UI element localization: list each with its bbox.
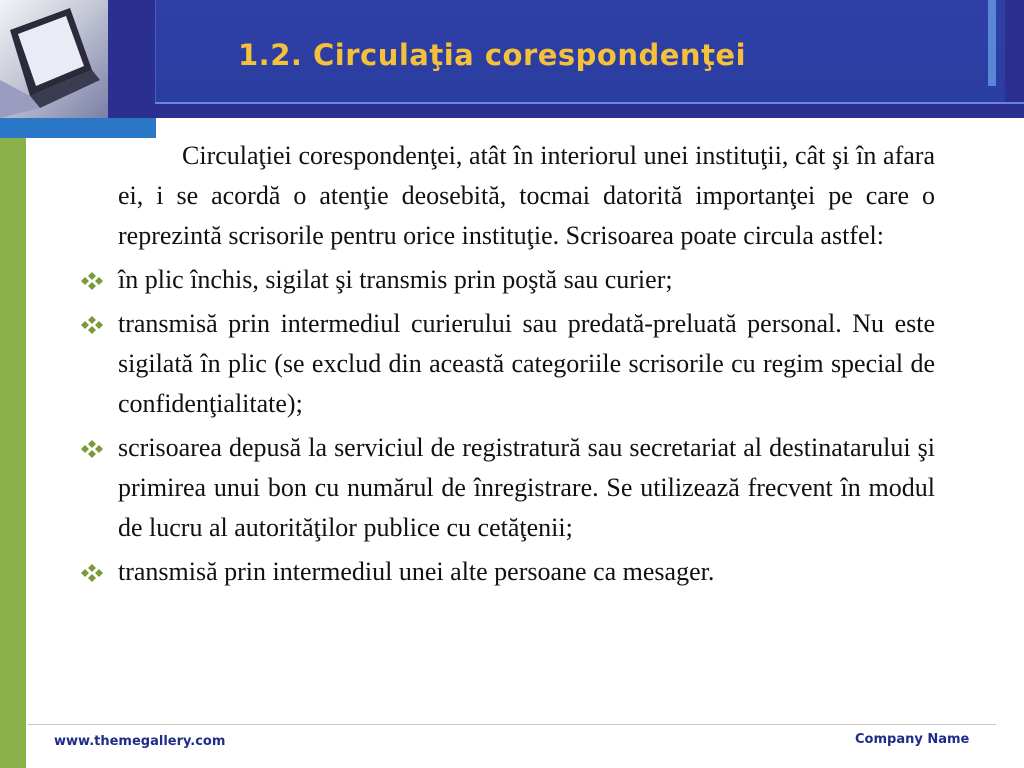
header-left-column: [108, 0, 155, 118]
list-item: [80, 428, 935, 548]
header-stripe: [988, 0, 996, 86]
diamond-bullet-icon: [80, 439, 104, 459]
computer-monitor-logo: [0, 0, 108, 118]
list-item-text: transmisă prin intermediul curierului sau predată-preluată personal. Nu este sigilată în plic (se exclud din această categoriile scrisorile cu regim special de confidenţialitate);: [118, 309, 935, 418]
list-item: [80, 552, 935, 592]
green-side-bar: [0, 138, 26, 768]
footer-company-name: Company Name: [855, 732, 970, 747]
footer-url[interactable]: www.themegallery.com: [54, 734, 226, 749]
footer-divider: [28, 724, 996, 725]
list-item: [80, 304, 935, 424]
list-item-text: în plic închis, sigilat şi transmis prin poştă sau curier;: [118, 265, 673, 294]
diamond-bullet-icon: [80, 315, 104, 335]
list-item-text: scrisoarea depusă la serviciul de registratură sau secretariat al destinatarului şi primirea unui bon cu numărul de înregistrare. Se utilizează frecvent în modul de lucru al autorităţilor publice cu cetăţenii;: [118, 433, 935, 542]
list-item: [80, 260, 935, 300]
diamond-bullet-icon: [80, 271, 104, 291]
header-divider: [155, 102, 1024, 104]
slide-body: [80, 136, 935, 592]
blue-accent-bar: [0, 118, 156, 138]
intro-paragraph: Circulaţiei corespondenţei, atât în interiorul unei instituţii, cât şi în afara ei, i se acordă o atenţie deosebită, tocmai datorită importanţei pe care o reprezintă scrisorile pentru orice instituţie. Scrisoarea poate circula astfel:: [118, 141, 935, 250]
slide-title: 1.2. Circulaţia corespondenţei: [238, 38, 747, 72]
list-item-text: transmisă prin intermediul unei alte persoane ca mesager.: [118, 557, 715, 586]
diamond-bullet-icon: [80, 563, 104, 583]
